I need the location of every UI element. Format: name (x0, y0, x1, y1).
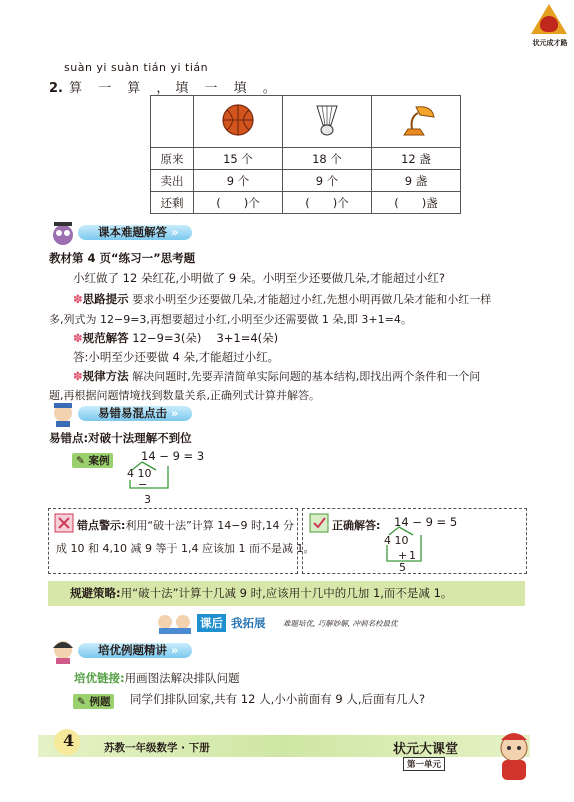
example-tag (73, 690, 114, 709)
arrows-icon: » (171, 643, 179, 657)
question-title (49, 77, 282, 96)
solution-label: 规范解答 (82, 331, 129, 345)
page-number: 4 (63, 731, 75, 750)
table-row (151, 148, 461, 170)
arrows-icon: » (171, 406, 179, 420)
avoid-label: 规避策略: (70, 586, 121, 600)
example-text: 同学们排队回家,共有 12 人,小小前面有 9 人,后面有几人? (130, 692, 426, 706)
hint-line-1 (73, 291, 491, 307)
correct-result: 5 (399, 561, 406, 574)
example-label: 例题 (89, 696, 111, 708)
correct-split-lines (377, 525, 457, 569)
case-label: 案例 (88, 455, 110, 467)
table-cell: 15 个 (194, 148, 283, 170)
arrows-icon: » (171, 225, 179, 239)
link-label: 培优链接: (74, 671, 125, 685)
method-line-2: 题,再根据问题情境找到数量关系,正确列式计算并解答。 (49, 389, 320, 402)
warning-text: 利用“破十法”计算 14−9 时,14 分 (125, 519, 294, 532)
error-point: 易错点:对破十法理解不到位 (49, 431, 192, 445)
question-number: 2. (49, 81, 63, 96)
table-cell: 9 个 (283, 170, 372, 192)
owl-mascot-icon (48, 220, 78, 246)
method-label: 规律方法 (82, 369, 129, 383)
lamp-cell (372, 96, 461, 148)
link-line (74, 670, 240, 686)
section-title: 易错易混点击 (98, 406, 167, 420)
correct-expression: 14 − 9 = 5 (394, 515, 458, 529)
pencil-icon: ✎ (76, 455, 85, 467)
row-label: 还剩 (151, 192, 194, 214)
question-text: 算 一 算 ，填 一 填 。 (68, 81, 282, 96)
table-cell: 9 盏 (372, 170, 461, 192)
answer-blank[interactable]: ( )盏 (372, 192, 461, 214)
banner-title-b: 我拓展 (231, 616, 266, 630)
cross-icon (54, 513, 74, 533)
table-cell: 9 个 (194, 170, 283, 192)
unit-label: 第一单元 (403, 757, 445, 771)
table-corner (151, 96, 194, 148)
warning-line-1 (77, 517, 294, 533)
correct-one: 1 (409, 549, 416, 562)
hint-label: 思路提示 (82, 292, 129, 306)
hint-text: 要求小明至少还要做几朵,才能超过小红,先想小明再做几朵才能和小红一样 (132, 293, 492, 306)
shuttlecock-icon (313, 103, 341, 137)
book-title: 苏教一年级数学 · 下册 (104, 742, 210, 754)
case-result: 3 (144, 493, 151, 506)
row-label: 原来 (151, 148, 194, 170)
correct-split: 4 10 (384, 534, 409, 547)
table-row (151, 170, 461, 192)
extension-banner (155, 612, 425, 634)
brand-logo (527, 4, 571, 52)
pinyin-line: suàn yi suàn tián yi tián (64, 61, 209, 74)
flower-icon: ✽ (73, 369, 83, 383)
case-minus: − (138, 478, 148, 491)
answer-blank[interactable]: ( )个 (283, 192, 372, 214)
method-text: 解决问题时,先要弄清简单实际问题的基本结构,即找出两个条件和一个问 (132, 370, 481, 383)
table-cell: 18 个 (283, 148, 372, 170)
answer-line: 答:小明至少还要做 4 朵,才能超过小红。 (73, 350, 280, 364)
flower-icon: ✽ (73, 292, 83, 306)
case-tag (72, 449, 113, 468)
method-line-1 (73, 368, 480, 384)
warning-label: 错点警示: (77, 519, 126, 532)
fill-table (150, 95, 461, 214)
pencil-icon: ✎ (77, 696, 86, 708)
table-cell: 12 盏 (372, 148, 461, 170)
row-label: 卖出 (151, 170, 194, 192)
table-row (151, 192, 461, 214)
lamp-icon (394, 103, 438, 137)
brand-name: 状元大课堂 (393, 742, 459, 757)
link-text: 用画图法解决排队问题 (124, 671, 240, 685)
logo-text: 状元成才路 (532, 39, 568, 47)
answer-blank[interactable]: ( )个 (194, 192, 283, 214)
section-title: 培优例题精讲 (98, 643, 167, 657)
basketball-icon (221, 103, 255, 137)
banner-title-a: 课后 (197, 614, 226, 632)
boy-mascot-icon (48, 401, 78, 427)
problem-text: 小红做了 12 朵红花,小明做了 9 朵。小明至少还要做几朵,才能超过小红? (73, 271, 445, 285)
check-icon (309, 513, 329, 533)
shuttlecock-cell (283, 96, 372, 148)
section-title: 课本难题解答 (98, 225, 167, 239)
solution-line (73, 330, 278, 346)
avoid-text: 用“破十法”计算十几减 9 时,应该用十几中的几加 1,而不是减 1。 (120, 586, 453, 600)
hint-line-2: 多,列式为 12−9=3,再想要超过小红,小明至少还需要做 1 朵,即 3+1=4。 (49, 313, 412, 326)
kids-mascot-icon (155, 612, 195, 634)
banner-slogan: 难题培优, 巧解妙解, 冲刺名校最优 (283, 619, 398, 628)
warning-line-2: 成 10 和 4,10 减 9 等于 1,4 应该加 1 而不是减 1。 (56, 542, 315, 555)
champion-mascot-icon (492, 728, 536, 784)
problem-heading: 教材第 4 页“练习一”思考题 (49, 251, 196, 265)
correct-plus: + (398, 549, 408, 562)
avoid-strategy-band (48, 581, 525, 606)
case-expression: 14 − 9 = 3 (141, 449, 205, 463)
girl-mascot-icon (48, 638, 78, 664)
correct-label: 正确解答: (332, 519, 381, 532)
case-split: 4 10 (127, 467, 152, 480)
solution-text: 12−9=3(朵) 3+1=4(朵) (132, 331, 279, 345)
basketball-cell (194, 96, 283, 148)
case-split-lines (120, 458, 210, 498)
flower-icon: ✽ (73, 331, 83, 345)
